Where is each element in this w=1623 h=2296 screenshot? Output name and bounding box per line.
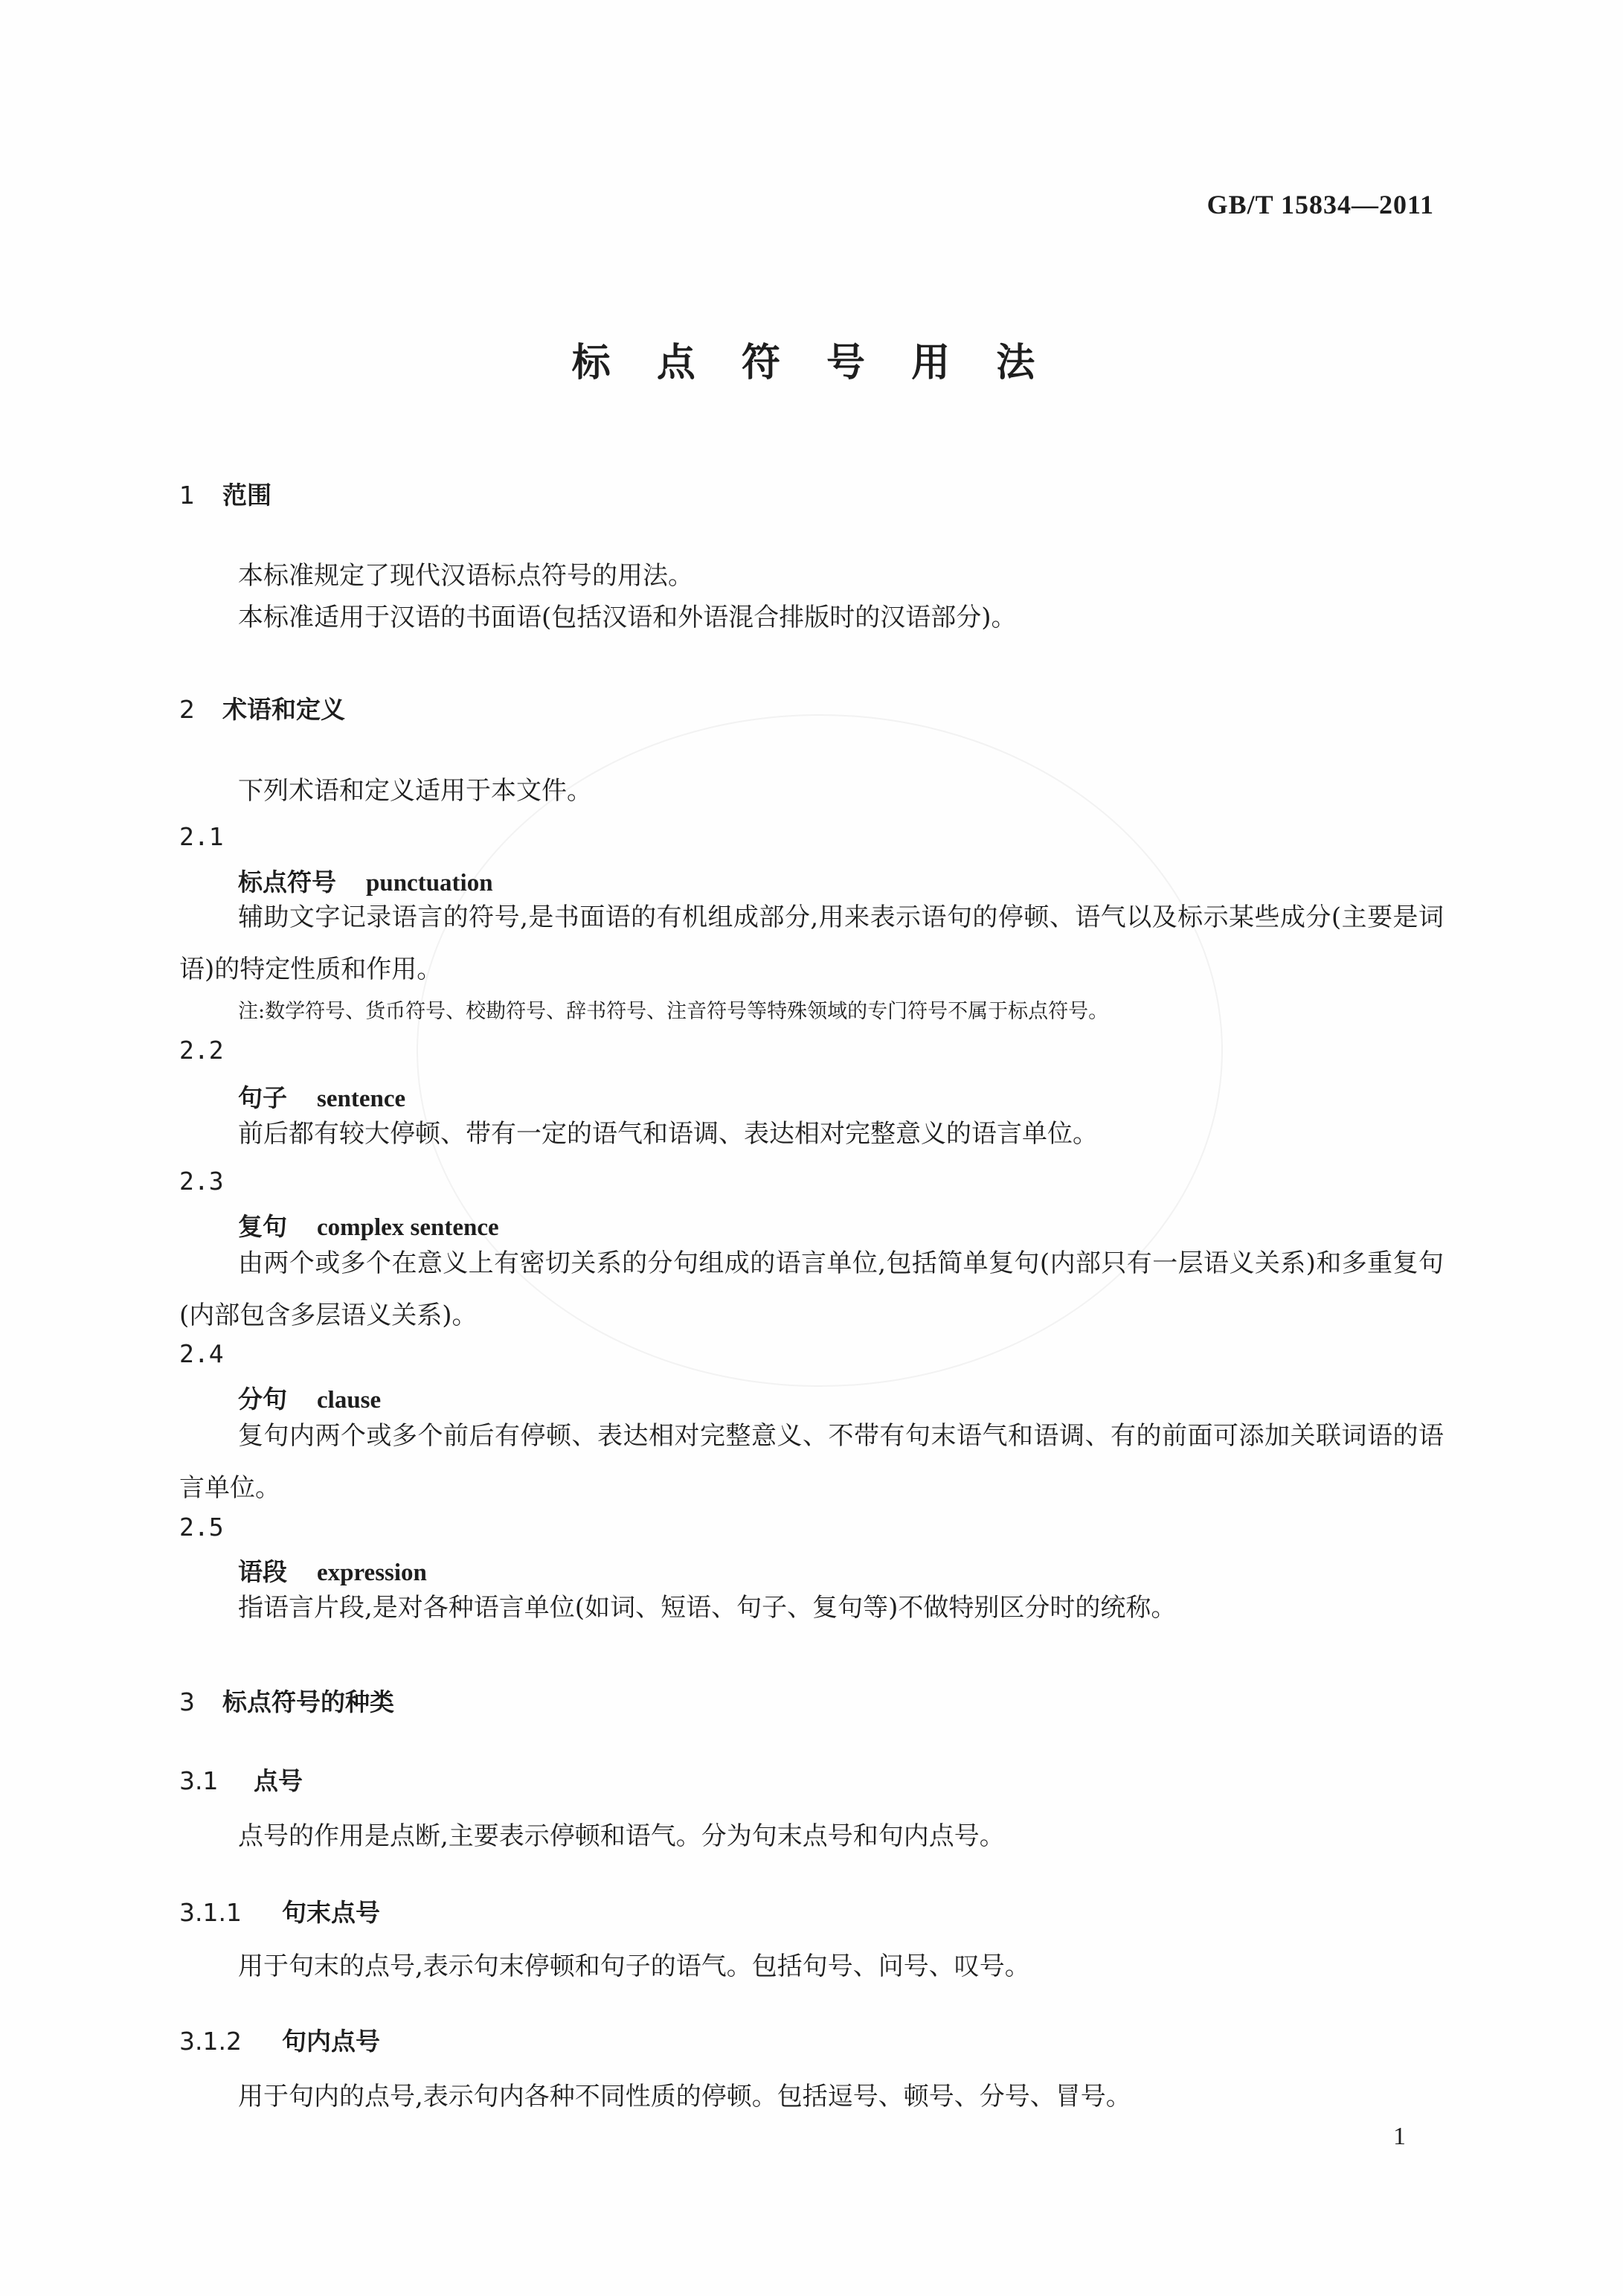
subsection-number: 3.1 (179, 1766, 219, 1795)
term-heading (238, 1553, 427, 1588)
subsection-title: 句末点号 (282, 1898, 380, 1927)
clause-number: 2.2 (179, 1036, 224, 1065)
clause-number: 2.4 (179, 1339, 224, 1368)
section-3-heading (179, 1683, 394, 1718)
section-2-heading (179, 690, 345, 725)
term-en: expression (317, 1559, 427, 1586)
subsection-heading (179, 2022, 380, 2057)
term-definition: 由两个或多个在意义上有密切关系的分句组成的语言单位,包括简单复句(内部只有一层语义关系)和多重复句(内部包含多层语义关系)。 (179, 1248, 1444, 1330)
section-title: 术语和定义 (222, 695, 345, 724)
standard-code: GB/T 15834—2011 (1206, 190, 1434, 219)
term-zh: 标点符号 (238, 868, 336, 897)
section-number: 2 (179, 695, 195, 724)
section-number: 3 (179, 1687, 195, 1716)
page-number: 1 (1393, 2123, 1406, 2150)
subsection-title: 点号 (254, 1766, 303, 1795)
paragraph: 点号的作用是点断,主要表示停顿和语气。分为句末点号和句内点号。 (238, 1821, 1005, 1851)
section-title: 范围 (222, 481, 271, 510)
term-note: 注:数学符号、货币符号、校勘符号、辞书符号、注音符号等特殊领域的专门符号不属于标点符号。 (238, 1000, 1109, 1023)
term-zh: 分句 (238, 1385, 287, 1414)
subsection-number: 3.1.2 (179, 2027, 242, 2056)
term-definition: 指语言片段,是对各种语言单位(如词、短语、句子、复句等)不做特别区分时的统称。 (238, 1593, 1177, 1623)
section-number: 1 (179, 481, 195, 510)
term-zh: 句子 (238, 1083, 287, 1112)
subsection-number: 3.1.1 (179, 1898, 242, 1927)
paragraph: 本标准适用于汉语的书面语(包括汉语和外语混合排版时的汉语部分)。 (238, 603, 1017, 632)
paragraph: 本标准规定了现代汉语标点符号的用法。 (238, 561, 693, 591)
term-definition: 复句内两个或多个前后有停顿、表达相对完整意义、不带有句末语气和语调、有的前面可添加关联词语的语言单位。 (179, 1421, 1444, 1503)
term-definition: 前后都有较大停顿、带有一定的语气和语调、表达相对完整意义的语言单位。 (238, 1119, 1098, 1149)
term-en: clause (317, 1387, 382, 1414)
section-title: 标点符号的种类 (222, 1687, 394, 1716)
clause-number: 2.5 (179, 1513, 224, 1542)
subsection-heading (179, 1893, 380, 1928)
term-definition: 辅助文字记录语言的符号,是书面语的有机组成部分,用来表示语句的停顿、语气以及标示某些成分(主要是词语)的特定性质和作用。 (179, 902, 1444, 984)
term-zh: 语段 (238, 1557, 287, 1586)
term-en: punctuation (366, 870, 493, 897)
paragraph: 用于句内的点号,表示句内各种不同性质的停顿。包括逗号、顿号、分号、冒号。 (238, 2082, 1131, 2111)
clause-number: 2.3 (179, 1167, 224, 1196)
clause-number: 2.1 (179, 822, 224, 851)
paragraph: 下列术语和定义适用于本文件。 (238, 776, 592, 806)
term-en: complex sentence (317, 1214, 499, 1241)
term-heading (238, 1079, 405, 1114)
subsection-title: 句内点号 (282, 2027, 380, 2056)
subsection-heading (179, 1762, 303, 1797)
page-title: 标 点 符 号 用 法 (571, 341, 1052, 385)
section-1-heading (179, 476, 271, 511)
term-en: sentence (317, 1086, 406, 1112)
paragraph: 用于句末的点号,表示句末停顿和句子的语气。包括句号、问号、叹号。 (238, 1952, 1030, 1981)
term-zh: 复句 (238, 1212, 287, 1241)
